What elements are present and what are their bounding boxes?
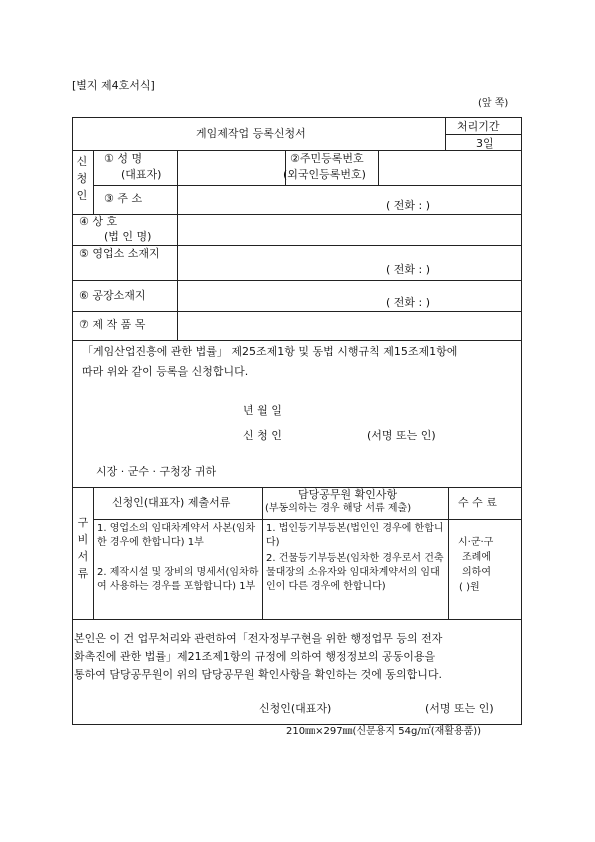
- consent-sign: (서명 또는 인): [425, 702, 494, 715]
- fee-line-3: 의하여: [462, 567, 491, 578]
- trade-name-sub-label: (법 인 명): [104, 230, 152, 243]
- declaration-line-1: 「게임산업진흥에 관한 법률」 제25조제1항 및 동법 시행규칙 제15조제1항에: [82, 345, 458, 358]
- consent-line-3: 통하여 담당공무원이 위의 담당공무원 확인사항을 확인하는 것에 동의합니다.: [74, 668, 443, 681]
- rule: [72, 487, 522, 488]
- rule: [93, 150, 94, 214]
- product-input[interactable]: [180, 314, 519, 338]
- applicant-doc-2: 2. 제작시설 및 장비의 명세서(임차하여 사용하는 경우를 포함합니다) 1부: [97, 567, 259, 592]
- name-input[interactable]: [180, 153, 282, 183]
- address-phone-label: ( 전화 : ): [386, 199, 431, 212]
- consent-signer: 신청인(대표자): [259, 702, 332, 715]
- name-label: ① 성 명: [104, 152, 143, 165]
- factory-phone-label: ( 전화 : ): [386, 296, 431, 309]
- rule: [72, 245, 522, 246]
- declaration-line-2: 따라 위와 같이 등록을 신청합니다.: [82, 365, 249, 378]
- declaration-sign: (서명 또는 인): [367, 429, 436, 442]
- office-address-label: ⑤ 영업소 소재지: [79, 247, 160, 260]
- recipient-label: 시장 · 군수 · 구청장 귀하: [96, 465, 217, 478]
- form-title: 게임제작업 등록신청서: [196, 127, 306, 140]
- rule: [72, 619, 522, 620]
- rule: [378, 150, 379, 185]
- address-label: ③ 주 소: [104, 192, 143, 205]
- fee-line-4: ( )원: [459, 582, 480, 593]
- rrn-input[interactable]: [381, 153, 519, 183]
- rule: [262, 487, 263, 619]
- official-docs-header: 담당공무원 확인사항: [298, 488, 398, 501]
- form-number-label: [별지 제4호서식]: [72, 79, 155, 92]
- factory-address-input[interactable]: [180, 283, 519, 309]
- rule: [72, 150, 522, 151]
- rule: [72, 340, 522, 341]
- rule: [72, 280, 522, 281]
- applicant-group-label: 신청인: [76, 155, 88, 202]
- name-sub-label: (대표자): [121, 168, 162, 181]
- fee-line-2: 조례에: [462, 552, 491, 563]
- fee-header: 수 수 료: [458, 496, 497, 509]
- page-side-label: (앞 쪽): [478, 98, 509, 109]
- paper-spec-footer: 210㎜×297㎜(신문용지 54g/㎡(재활용품)): [286, 726, 482, 737]
- office-phone-label: ( 전화 : ): [386, 263, 431, 276]
- rule: [72, 214, 522, 215]
- rule: [448, 487, 449, 619]
- rule: [93, 519, 522, 520]
- consent-line-2: 화촉진에 관한 법률」제21조제1항의 규정에 의하여 행정정보의 공동이용을: [74, 650, 436, 663]
- official-doc-2: 2. 건물등기부등본(임차한 경우로서 건축물대장의 소유자와 임대차계약서의 임대인이 다른 경우에 한합니다): [266, 553, 444, 592]
- rule: [93, 185, 522, 186]
- official-doc-1: 1. 법인등기부등본(법인인 경우에 한합니다): [266, 523, 444, 548]
- trade-name-input[interactable]: [180, 217, 519, 243]
- processing-value: 3일: [476, 137, 494, 150]
- fee-line-1: 시·군·구: [458, 537, 494, 548]
- official-docs-subheader: (부동의하는 경우 해당 서류 제출): [265, 503, 412, 514]
- rule: [72, 311, 522, 312]
- address-input[interactable]: [180, 188, 519, 212]
- rrn-sub-label: (외국인등록번호): [283, 168, 366, 181]
- office-address-input[interactable]: [180, 248, 519, 278]
- declaration-applicant: 신 청 인: [243, 429, 282, 442]
- rrn-label: ②주민등록번호: [290, 152, 364, 165]
- documents-group-label: 구비서류: [77, 516, 89, 580]
- processing-divider: [445, 134, 522, 135]
- declaration-date: 년 월 일: [243, 404, 282, 417]
- trade-name-label: ④ 상 호: [79, 215, 118, 228]
- consent-line-1: 본인은 이 건 업무처리와 관련하여「전자정부구현을 위한 행정업무 등의 전자: [74, 632, 443, 645]
- applicant-docs-header: 신청인(대표자) 제출서류: [112, 496, 231, 509]
- processing-label: 처리기간: [457, 120, 500, 133]
- product-label: ⑦ 제 작 품 목: [79, 318, 146, 331]
- factory-address-label: ⑥ 공장소재지: [79, 289, 146, 302]
- applicant-doc-1: 1. 영업소의 임대차계약서 사본(임차한 경우에 한합니다) 1부: [97, 523, 256, 548]
- rule: [93, 487, 94, 619]
